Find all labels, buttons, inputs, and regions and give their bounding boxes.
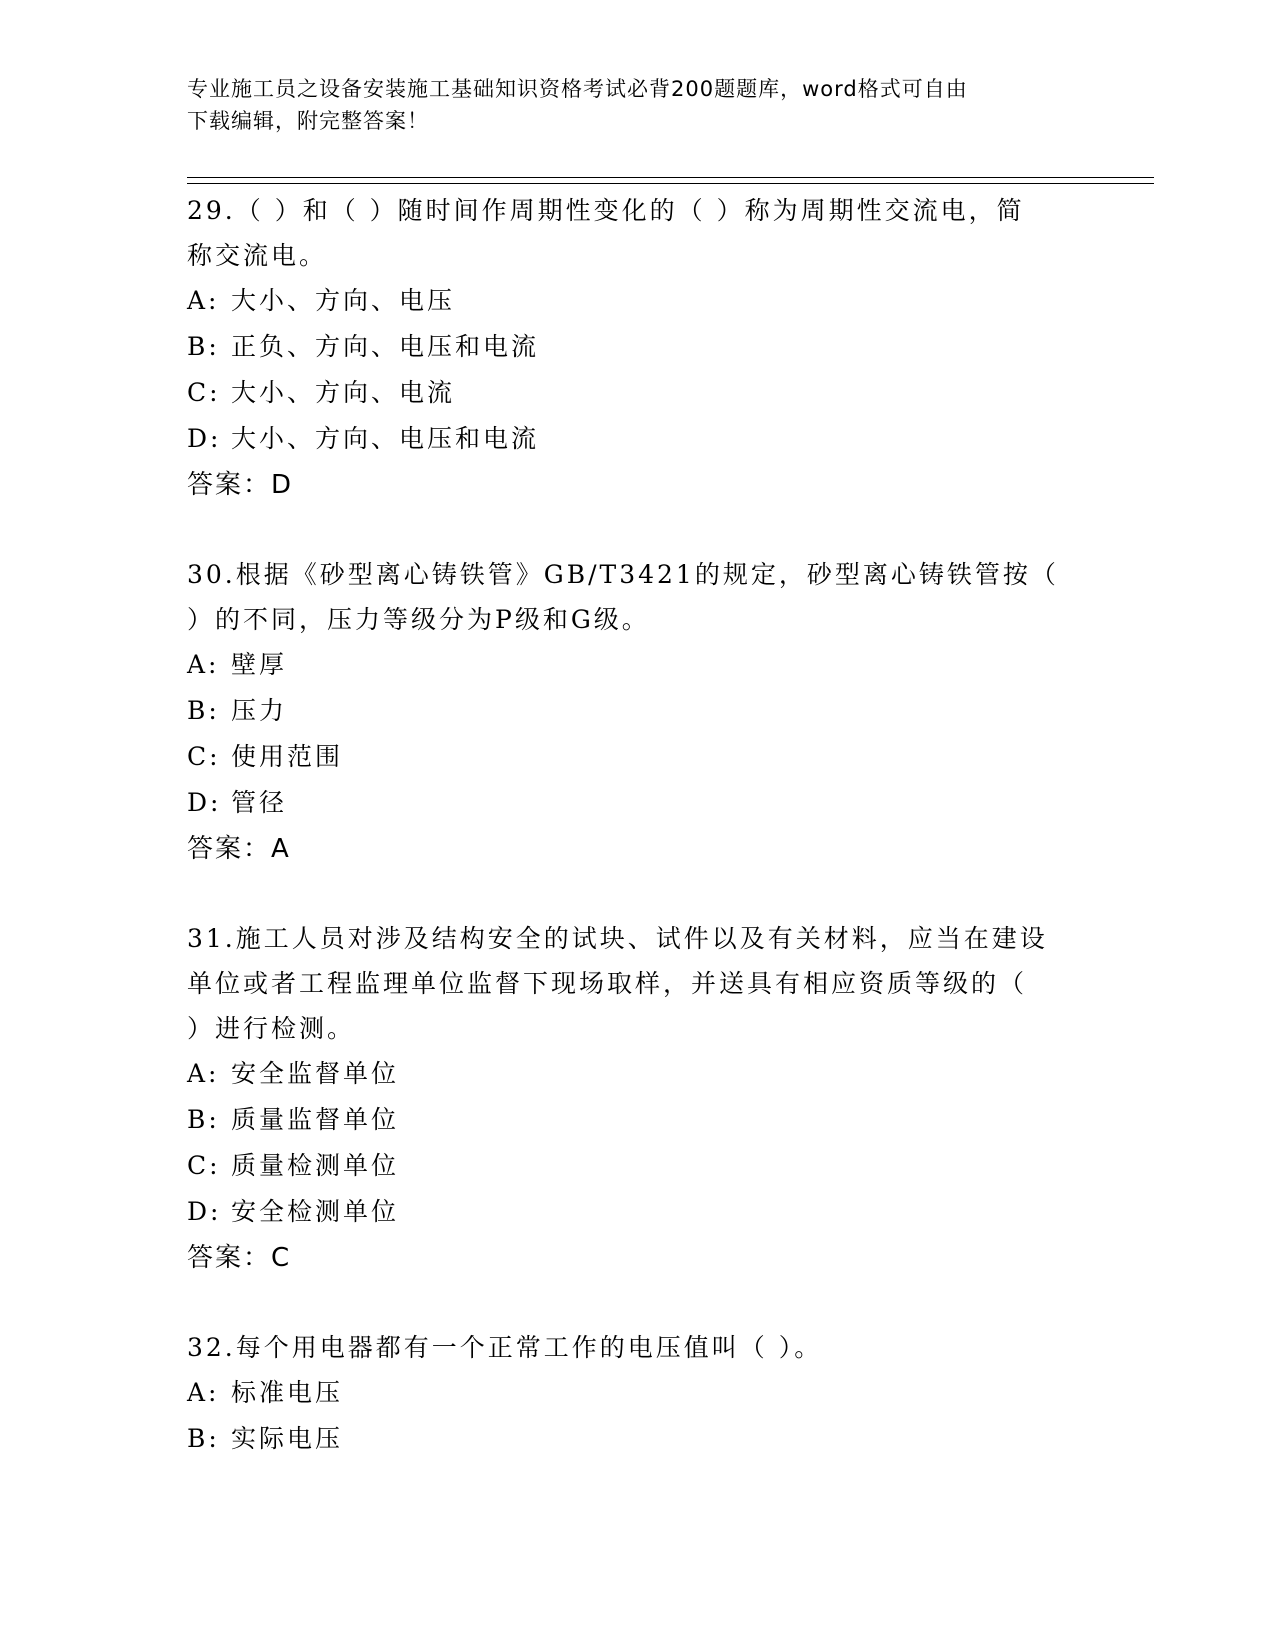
- option-text: 质量检测单位: [231, 1151, 400, 1180]
- option-text: 正负、方向、电压和电流: [231, 332, 540, 361]
- question-text-line: ）进行检测。: [187, 1014, 356, 1043]
- option-letter: C:: [187, 378, 221, 407]
- option-d: [187, 416, 1087, 462]
- option-a: [187, 1051, 1087, 1097]
- header-line-2: 下载编辑，附完整答案！: [187, 109, 429, 133]
- header-line-1: 专业施工员之设备安装施工基础知识资格考试必背200题题库，word格式可自由: [187, 77, 968, 101]
- option-letter: B:: [187, 332, 220, 361]
- question-30: [187, 552, 1087, 872]
- option-text: 安全检测单位: [231, 1197, 400, 1226]
- option-a: [187, 642, 1087, 688]
- option-text: 壁厚: [231, 650, 288, 679]
- question-text-line: 31.施工人员对涉及结构安全的试块、试件以及有关材料，应当在建设: [187, 924, 1048, 953]
- option-text: 使用范围: [231, 742, 344, 771]
- option-text: 大小、方向、电压: [231, 286, 456, 315]
- option-text: 压力: [231, 696, 288, 725]
- option-letter: A:: [187, 286, 220, 315]
- option-letter: D:: [187, 424, 222, 453]
- option-letter: D:: [187, 1197, 222, 1226]
- option-letter: A:: [187, 650, 220, 679]
- question-32: [187, 1325, 1087, 1462]
- option-text: 标准电压: [231, 1378, 344, 1407]
- question-text-line: ）的不同，压力等级分为P级和G级。: [187, 605, 650, 634]
- option-c: [187, 734, 1087, 780]
- question-text-line: 29.（ ）和（ ）随时间作周期性变化的（ ）称为周期性交流电，简: [187, 196, 1025, 225]
- header-divider-top: [187, 177, 1154, 178]
- option-b: [187, 1097, 1087, 1143]
- question-text-line: 单位或者工程监理单位监督下现场取样，并送具有相应资质等级的（: [187, 969, 1028, 998]
- option-a: [187, 1370, 1087, 1416]
- option-letter: C:: [187, 1151, 221, 1180]
- option-text: 安全监督单位: [231, 1059, 400, 1088]
- question-text-line: 称交流电。: [187, 241, 328, 270]
- option-text: 大小、方向、电流: [231, 378, 456, 407]
- option-d: [187, 1189, 1087, 1235]
- option-text: 质量监督单位: [231, 1105, 400, 1134]
- option-text: 大小、方向、电压和电流: [231, 424, 540, 453]
- option-text: 实际电压: [231, 1424, 344, 1453]
- document-header: [187, 73, 1087, 137]
- header-divider-bottom: [187, 183, 1154, 184]
- option-b: [187, 1416, 1087, 1462]
- option-letter: D:: [187, 788, 222, 817]
- option-c: [187, 370, 1087, 416]
- option-letter: B:: [187, 1105, 220, 1134]
- option-letter: C:: [187, 742, 221, 771]
- answer-text: 答案：A: [187, 834, 291, 864]
- option-b: [187, 324, 1087, 370]
- option-letter: A:: [187, 1378, 220, 1407]
- question-text-line: 32.每个用电器都有一个正常工作的电压值叫（ ）。: [187, 1333, 823, 1362]
- question-31: [187, 916, 1087, 1281]
- option-b: [187, 688, 1087, 734]
- option-d: [187, 780, 1087, 826]
- question-text-line: 30.根据《砂型离心铸铁管》GB/T3421的规定，砂型离心铸铁管按（: [187, 560, 1059, 589]
- option-a: [187, 278, 1087, 324]
- option-c: [187, 1143, 1087, 1189]
- option-letter: B:: [187, 1424, 220, 1453]
- option-text: 管径: [231, 788, 288, 817]
- option-letter: B:: [187, 696, 220, 725]
- option-letter: A:: [187, 1059, 220, 1088]
- question-29: [187, 188, 1087, 508]
- answer-text: 答案：C: [187, 1243, 292, 1273]
- answer-text: 答案：D: [187, 470, 294, 500]
